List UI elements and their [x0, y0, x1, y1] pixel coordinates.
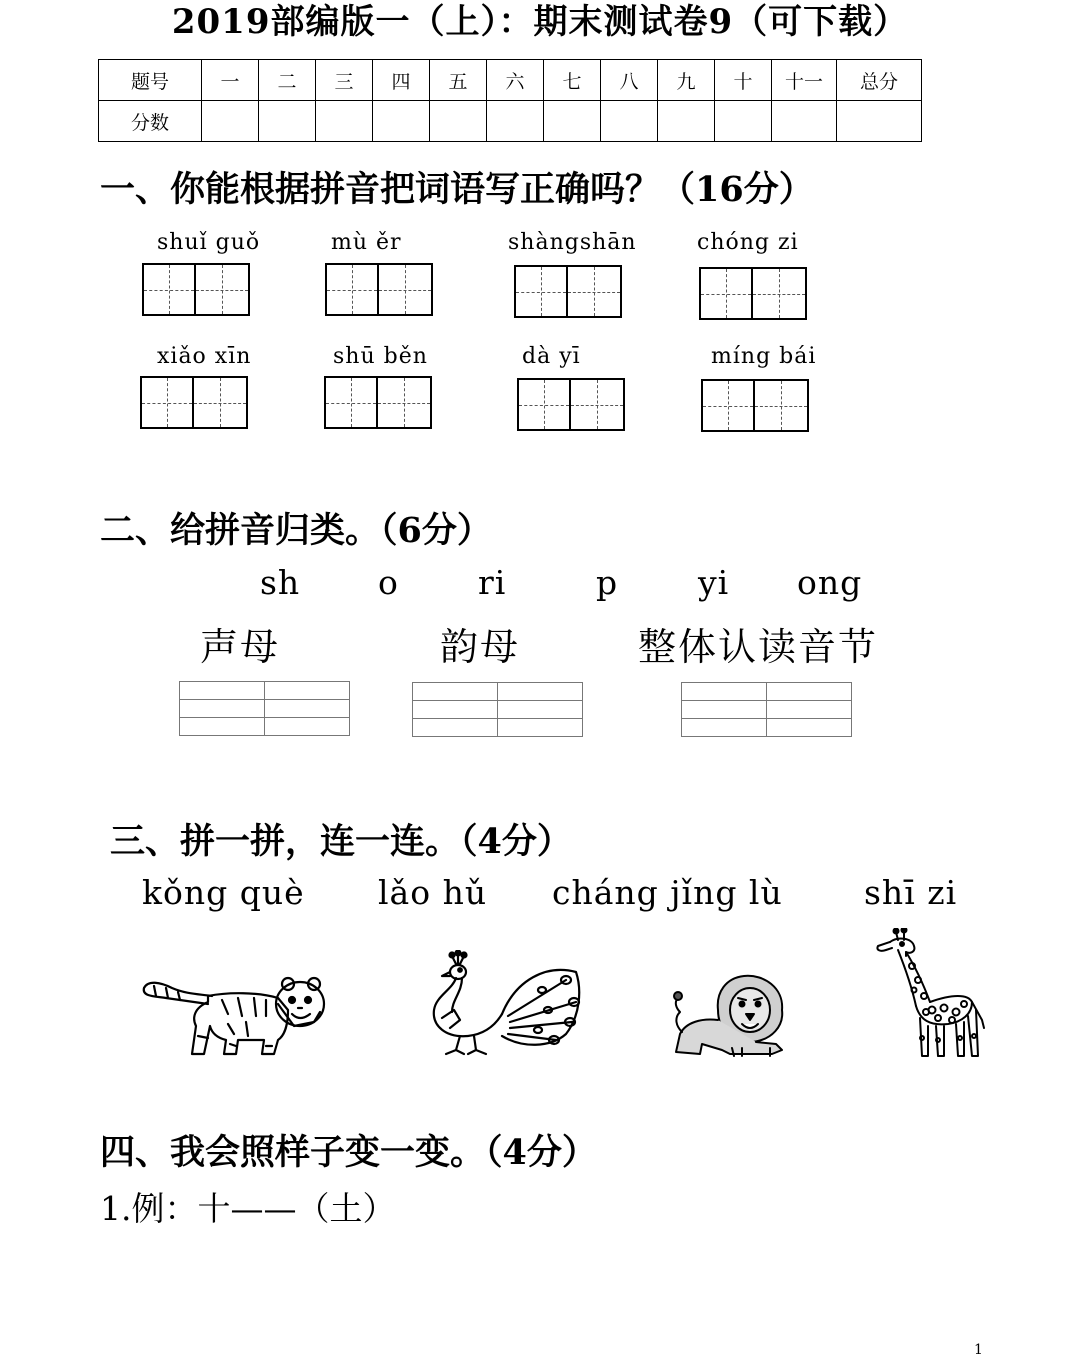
syllable: sh [260, 563, 301, 602]
pinyin-label: chóng zi [697, 230, 799, 255]
score-column-header: 七 [544, 60, 601, 101]
pinyin-label: shū běn [333, 344, 428, 369]
animal-pinyin: lǎo hǔ [378, 873, 488, 912]
syllable: ri [478, 563, 507, 602]
writing-cell[interactable] [196, 263, 250, 316]
score-cell[interactable] [259, 101, 316, 142]
writing-cell[interactable] [379, 263, 433, 316]
writing-cell[interactable] [194, 376, 248, 429]
answer-cell[interactable] [498, 683, 583, 701]
answer-cell[interactable] [413, 683, 498, 701]
writing-grid[interactable] [517, 378, 625, 431]
score-cell[interactable] [837, 101, 922, 142]
score-cell[interactable] [658, 101, 715, 142]
writing-grid[interactable] [325, 263, 433, 316]
writing-grid[interactable] [699, 267, 807, 320]
pinyin-label: dà yī [522, 344, 581, 369]
score-cell[interactable] [544, 101, 601, 142]
answer-grid[interactable] [681, 682, 852, 737]
score-table [98, 59, 922, 142]
category-label: 声母 [200, 625, 281, 669]
score-column-header: 二 [259, 60, 316, 101]
writing-cell[interactable] [568, 265, 622, 318]
lion-icon[interactable] [672, 970, 788, 1060]
syllable: ong [797, 563, 863, 602]
pinyin-label: shàngshān [508, 230, 637, 255]
answer-grid[interactable] [412, 682, 583, 737]
writing-cell[interactable] [699, 267, 753, 320]
syllable: yi [698, 563, 730, 602]
answer-cell[interactable] [682, 683, 767, 701]
score-column-header: 五 [430, 60, 487, 101]
score-cell[interactable] [430, 101, 487, 142]
answer-cell[interactable] [767, 719, 852, 737]
writing-cell[interactable] [701, 379, 755, 432]
answer-cell[interactable] [498, 701, 583, 719]
answer-grid[interactable] [179, 681, 350, 736]
pinyin-label: xiǎo xīn [157, 344, 252, 369]
score-column-header: 总分 [837, 60, 922, 101]
answer-cell[interactable] [265, 718, 350, 736]
answer-cell[interactable] [180, 700, 265, 718]
answer-cell[interactable] [682, 719, 767, 737]
pinyin-label: míng bái [711, 344, 817, 369]
section3-heading: 三、拼一拼，连一连。（4分） [110, 821, 572, 862]
animal-pinyin: cháng jǐng lù [552, 873, 783, 912]
score-cell[interactable] [601, 101, 658, 142]
writing-grid[interactable] [701, 379, 809, 432]
writing-grid[interactable] [324, 376, 432, 429]
animal-pinyin: shī zi [864, 873, 958, 912]
syllable: p [596, 563, 619, 602]
answer-cell[interactable] [180, 682, 265, 700]
score-cell[interactable] [373, 101, 430, 142]
writing-grid[interactable] [142, 263, 250, 316]
score-header-label: 题号 [99, 60, 202, 101]
score-column-header: 一 [202, 60, 259, 101]
writing-cell[interactable] [140, 376, 194, 429]
category-label: 韵母 [440, 625, 521, 669]
writing-cell[interactable] [753, 267, 807, 320]
writing-cell[interactable] [755, 379, 809, 432]
writing-cell[interactable] [571, 378, 625, 431]
pinyin-label: mù ěr [331, 230, 402, 255]
writing-cell[interactable] [324, 376, 378, 429]
writing-cell[interactable] [325, 263, 379, 316]
score-cell[interactable] [316, 101, 373, 142]
writing-cell[interactable] [517, 378, 571, 431]
syllable: o [378, 563, 399, 602]
score-column-header: 十 [715, 60, 772, 101]
score-cell[interactable] [715, 101, 772, 142]
writing-grid[interactable] [140, 376, 248, 429]
answer-cell[interactable] [413, 701, 498, 719]
answer-cell[interactable] [498, 719, 583, 737]
writing-grid[interactable] [514, 265, 622, 318]
score-header-row [99, 60, 922, 101]
answer-cell[interactable] [767, 701, 852, 719]
writing-cell[interactable] [514, 265, 568, 318]
answer-cell[interactable] [265, 682, 350, 700]
score-column-header: 三 [316, 60, 373, 101]
answer-cell[interactable] [265, 700, 350, 718]
example-text: 1.例：十——（土） [100, 1189, 396, 1228]
page-title: 2019部编版一（上）：期末测试卷9（可下载） [171, 2, 909, 42]
writing-cell[interactable] [142, 263, 196, 316]
tiger-icon[interactable] [138, 966, 330, 1058]
score-value-row [99, 101, 922, 142]
animal-pinyin: kǒng què [142, 873, 305, 912]
pinyin-label: shuǐ guǒ [157, 230, 261, 255]
score-row-label: 分数 [99, 101, 202, 142]
answer-cell[interactable] [682, 701, 767, 719]
answer-cell[interactable] [180, 718, 265, 736]
writing-cell[interactable] [378, 376, 432, 429]
score-cell[interactable] [772, 101, 837, 142]
score-cell[interactable] [202, 101, 259, 142]
section4-heading: 四、我会照样子变一变。（4分） [100, 1132, 597, 1173]
giraffe-icon[interactable] [876, 928, 990, 1060]
section1-heading: 一、你能根据拼音把词语写正确吗？（16分） [100, 169, 814, 210]
score-column-header: 八 [601, 60, 658, 101]
score-column-header: 六 [487, 60, 544, 101]
score-column-header: 十一 [772, 60, 837, 101]
category-label: 整体认读音节 [638, 625, 879, 669]
score-column-header: 九 [658, 60, 715, 101]
peacock-icon[interactable] [416, 950, 584, 1058]
section2-heading: 二、给拼音归类。（6分） [100, 510, 492, 551]
answer-cell[interactable] [413, 719, 498, 737]
page-number: 1 [974, 1342, 983, 1358]
score-column-header: 四 [373, 60, 430, 101]
score-cell[interactable] [487, 101, 544, 142]
answer-cell[interactable] [767, 683, 852, 701]
